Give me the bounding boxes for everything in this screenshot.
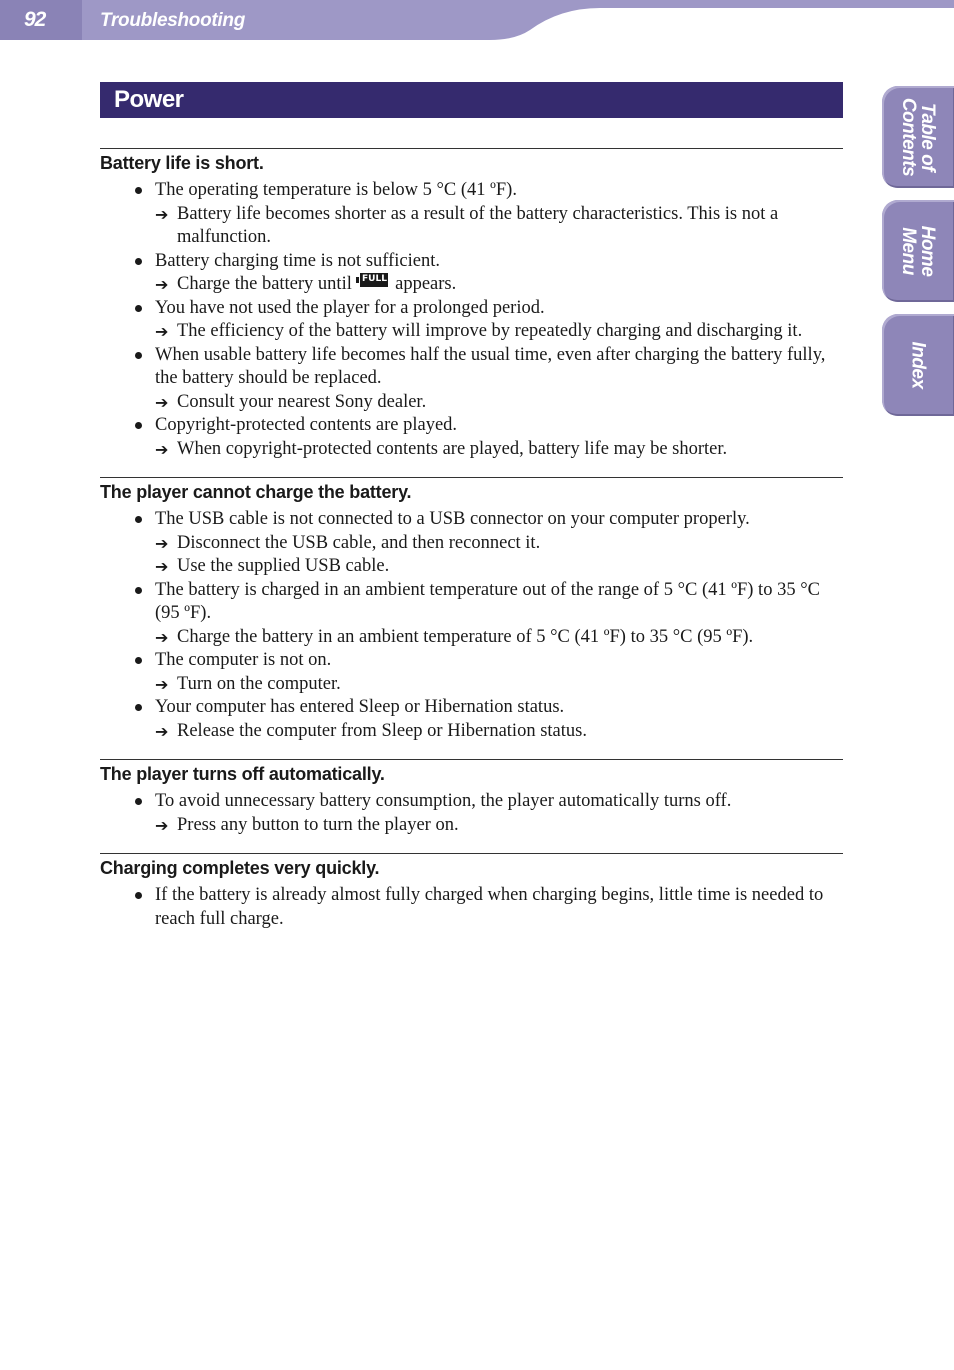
remedy-text: When copyright-protected contents are played, battery life may be shorter. xyxy=(177,438,728,459)
remedy-item xyxy=(100,203,843,250)
section-heading: Charging completes very quickly. xyxy=(100,858,380,878)
remedy-text: The efficiency of the battery will improve by repeatedly charging and discharging it. xyxy=(177,321,803,341)
battery-full-icon xyxy=(360,273,388,287)
list-item: To avoid unnecessary battery consumption, the player automatically turns off. xyxy=(100,790,843,814)
arrow-icon: ➔ xyxy=(155,721,169,741)
remedy-text: Consult your nearest Sony dealer. xyxy=(177,391,427,412)
content xyxy=(100,148,843,947)
section-banner xyxy=(100,82,843,118)
tab-index[interactable] xyxy=(882,314,954,416)
remedy-text: Charge the battery in an ambient temperature of 5 °C (41 ºF) to 35 °C (95 ºF). xyxy=(177,626,754,647)
list-item: Battery charging time is not sufficient. xyxy=(100,250,843,274)
arrow-icon: ➔ xyxy=(155,533,169,553)
list-item: The computer is not on. xyxy=(100,649,843,673)
remedy-item xyxy=(100,555,843,579)
tab-table-of-contents[interactable] xyxy=(882,86,954,188)
list-item: Copyright-protected contents are played. xyxy=(100,414,843,438)
list-item: You have not used the player for a prolonged period. xyxy=(100,297,843,321)
remedy-item xyxy=(100,532,843,556)
remedy-text-after: appears. xyxy=(390,274,457,294)
tab-index-label: Index xyxy=(907,341,929,389)
list-item: When usable battery life becomes half the usual time, even after charging the battery fully, the battery should be replaced. xyxy=(100,344,843,391)
remedy-text: Disconnect the USB cable, and then reconnect it. xyxy=(177,532,541,553)
remedy-item xyxy=(100,273,843,297)
arrow-icon: ➔ xyxy=(155,439,169,459)
header-title: Troubleshooting xyxy=(100,10,246,31)
arrow-icon: ➔ xyxy=(155,392,169,412)
remedy-item xyxy=(100,720,843,744)
section-charging-completes-quickly xyxy=(100,853,843,931)
remedy-item xyxy=(100,320,843,344)
list-item: Your computer has entered Sleep or Hibernation status. xyxy=(100,696,843,720)
section-turns-off-automatically xyxy=(100,759,843,837)
section-cannot-charge xyxy=(100,477,843,743)
arrow-icon: ➔ xyxy=(155,322,169,341)
section-heading: The player cannot charge the battery. xyxy=(100,482,412,502)
remedy-item xyxy=(100,391,843,415)
remedy-item xyxy=(100,814,843,838)
section-heading: The player turns off automatically. xyxy=(100,764,385,784)
remedy-text: Release the computer from Sleep or Hibernation status. xyxy=(177,720,587,741)
list-item: The battery is charged in an ambient temperature out of the range of 5 °C (41 ºF) to 35 °C (95 ºF). xyxy=(100,579,843,626)
battery-full-icon-label: FULL xyxy=(362,274,387,284)
banner-title: Power xyxy=(114,86,184,113)
tab-home-menu[interactable] xyxy=(882,200,954,302)
list-item: The operating temperature is below 5 °C (41 ºF). xyxy=(100,179,843,203)
arrow-icon: ➔ xyxy=(155,204,169,224)
remedy-item xyxy=(100,438,843,462)
page-header xyxy=(0,0,954,40)
section-battery-life-short xyxy=(100,148,843,461)
remedy-item xyxy=(100,673,843,697)
page-number: 92 xyxy=(24,8,46,31)
arrow-icon: ➔ xyxy=(155,627,169,647)
arrow-icon: ➔ xyxy=(155,815,169,835)
arrow-icon: ➔ xyxy=(155,557,169,576)
remedy-text: Battery life becomes shorter as a result of the battery characteristics. This is not a malfunction. xyxy=(177,203,779,247)
list-item: If the battery is already almost fully charged when charging begins, little time is needed to reach full charge. xyxy=(100,884,843,931)
remedy-text: Turn on the computer. xyxy=(177,673,341,694)
tab-home-menu-label: Home Menu xyxy=(898,225,938,277)
remedy-text: Press any button to turn the player on. xyxy=(177,814,459,835)
arrow-icon: ➔ xyxy=(155,275,169,294)
arrow-icon: ➔ xyxy=(155,674,169,694)
remedy-item xyxy=(100,626,843,650)
remedy-text: Charge the battery until xyxy=(177,274,357,294)
remedy-text: Use the supplied USB cable. xyxy=(177,556,390,576)
section-heading: Battery life is short. xyxy=(100,153,264,173)
list-item: The USB cable is not connected to a USB connector on your computer properly. xyxy=(100,508,843,532)
tab-table-of-contents-label: Table of Contents xyxy=(898,97,938,177)
